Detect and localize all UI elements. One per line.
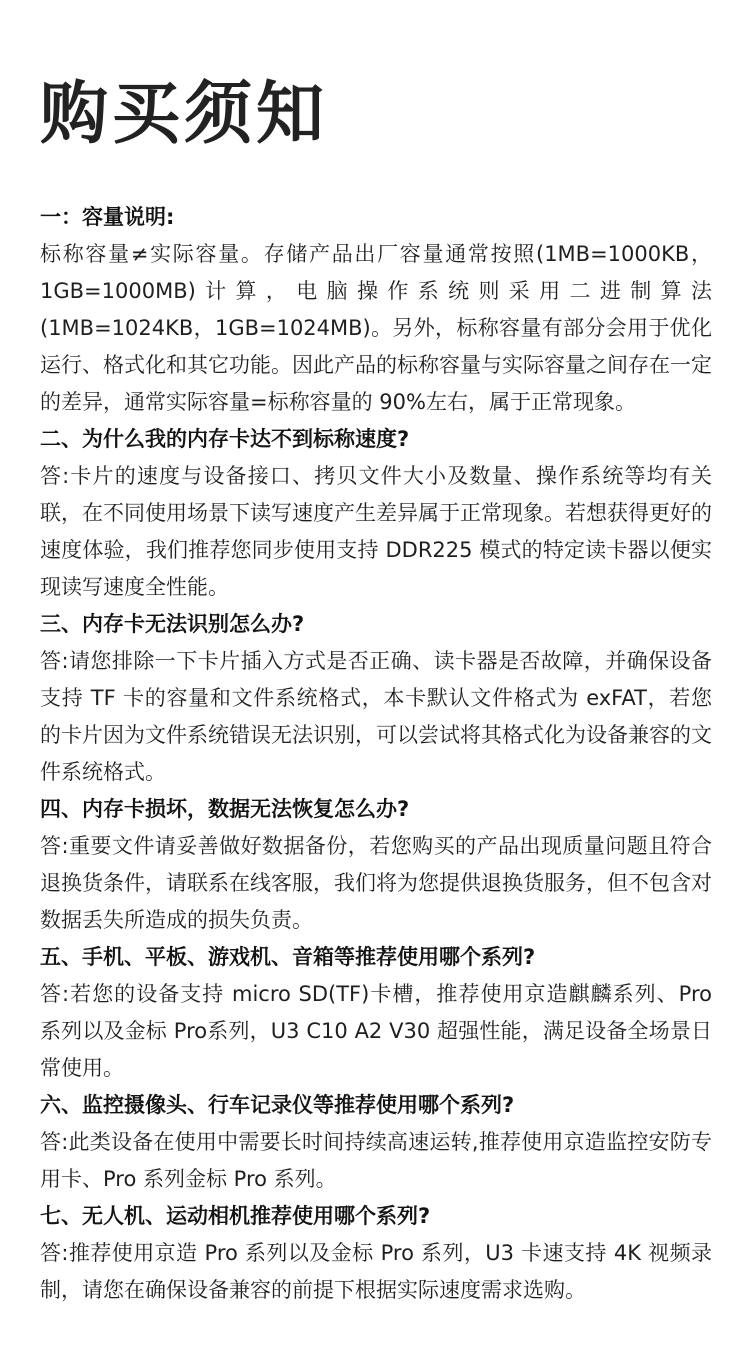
section-body: 标称容量≠实际容量。存储产品出厂容量通常按照(1MB=1000KB，1GB=1000MB)计算，电脑操作系统则采用二进制算法(1MB=1024KB，1GB=1024MB)。另外，标称容量有部分会用于优化运行、格式化和其它功能。因此产品的标称容量与实际容量之间存在一定的差异，通常实际容量=标称容量的 90%左右，属于正常现象。 — [40, 242, 712, 414]
section-body: 答:若您的设备支持 micro SD(TF)卡槽，推荐使用京造麒麟系列、Pro 系列以及金标 Pro系列，U3 C10 A2 V30 超强性能，满足设备全场景日常使用。 — [40, 982, 712, 1080]
notice-content — [40, 199, 712, 1309]
section-heading: 七、无人机、运动相机推荐使用哪个系列? — [40, 1204, 431, 1228]
section-speed — [40, 421, 712, 606]
section-body: 答:请您排除一下卡片插入方式是否正确、读卡器是否故障，并确保设备支持 TF 卡的容量和文件系统格式，本卡默认文件格式为 exFAT，若您的卡片因为文件系统错误无法识别，可以尝试将其格式化为设备兼容的文件系统格式。 — [40, 649, 712, 784]
section-heading: 三、内存卡无法识别怎么办? — [40, 612, 305, 636]
section-recognition — [40, 606, 712, 791]
section-heading: 六、监控摄像头、行车记录仪等推荐使用哪个系列? — [40, 1093, 515, 1117]
section-body: 答:此类设备在使用中需要长时间持续高速运转,推荐使用京造监控安防专用卡、Pro 系列金标 Pro 系列。 — [40, 1130, 712, 1191]
section-heading: 二、为什么我的内存卡达不到标称速度? — [40, 427, 410, 451]
section-data-recovery — [40, 791, 712, 939]
section-body: 答:卡片的速度与设备接口、拷贝文件大小及数量、操作系统等均有关联，在不同使用场景下读写速度产生差异属于正常现象。若想获得更好的速度体验，我们推荐您同步使用支持 DDR225 模式的特定读卡器以便实现读写速度全性能。 — [40, 464, 712, 599]
section-phone-tablet — [40, 939, 712, 1087]
section-body: 答:重要文件请妥善做好数据备份，若您购买的产品出现质量问题且符合退换货条件，请联系在线客服，我们将为您提供退换货服务，但不包含对数据丢失所造成的损失负责。 — [40, 834, 712, 932]
section-body: 答:推荐使用京造 Pro 系列以及金标 Pro 系列，U3 卡速支持 4K 视频录制，请您在确保设备兼容的前提下根据实际速度需求选购。 — [40, 1241, 712, 1302]
section-capacity — [40, 199, 712, 421]
section-heading: 五、手机、平板、游戏机、音箱等推荐使用哪个系列? — [40, 945, 536, 969]
page-title: 购买须知 — [40, 75, 329, 154]
section-drone-camera — [40, 1198, 712, 1309]
section-surveillance — [40, 1087, 712, 1198]
section-heading: 四、内存卡损坏，数据无法恢复怎么办? — [40, 797, 410, 821]
section-heading: 一：容量说明: — [40, 205, 175, 229]
